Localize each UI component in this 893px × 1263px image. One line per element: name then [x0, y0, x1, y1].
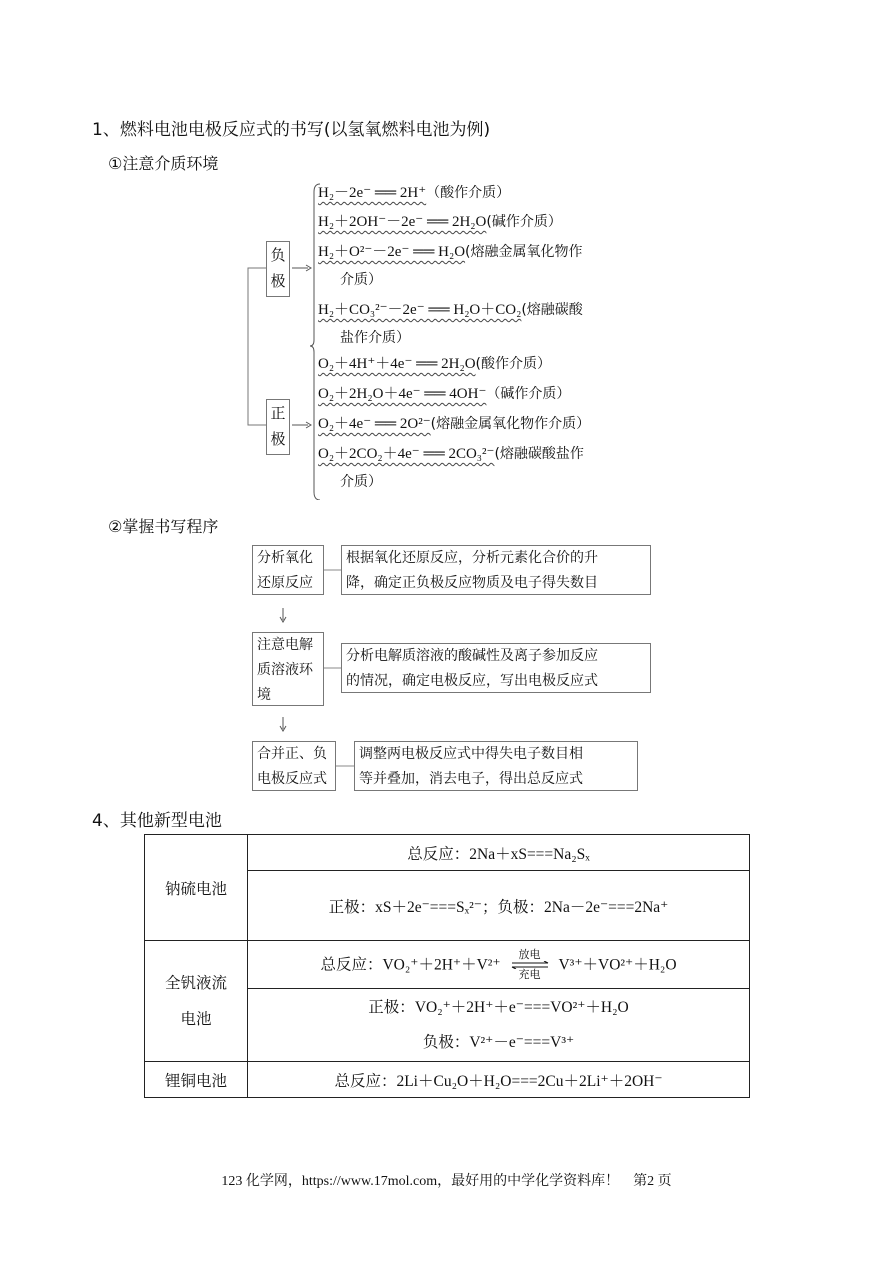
- neg-row: [318, 181, 583, 210]
- neg-eq-acid: H₂－2e⁻ ══ 2H⁺: [318, 185, 427, 201]
- flow-1-left-line-1: 分析氧化: [257, 550, 313, 566]
- flow-3-left-line-2: 电极反应式: [257, 771, 327, 787]
- positive-electrode-label: [266, 399, 290, 455]
- sodium-pos-eq: xS＋2e⁻===Sₓ²⁻；: [375, 898, 498, 916]
- vanadium-total-left: VO₂⁺＋2H⁺＋V²⁺: [382, 956, 501, 973]
- neg-note-acid: （酸作介质）: [426, 185, 511, 201]
- lithium-total-cell: [248, 1062, 750, 1098]
- neg-row: [318, 269, 583, 298]
- flow-step-3-detail: [354, 741, 638, 791]
- reversible-arrow: [510, 949, 550, 981]
- positive-label-char-2: 极: [270, 430, 286, 448]
- sodium-neg-eq: 2Na－2e⁻===2Na⁺: [544, 898, 669, 916]
- positive-reactions: [318, 352, 590, 500]
- vanadium-pos-eq: VO₂⁺＋2H⁺＋e⁻===VO²⁺＋H₂O: [414, 999, 629, 1016]
- negative-label-char-2: 极: [270, 272, 286, 290]
- flow-3-left-line-1: 合并正、负: [257, 746, 327, 762]
- flow-step-2-detail: [341, 643, 651, 693]
- charge-label: 充电: [518, 967, 541, 981]
- battery-name-vanadium: [145, 941, 248, 1062]
- neg-note-carbonate-cont: 盐作介质）: [340, 330, 410, 346]
- flow-2-left-line-1: 注意电解: [257, 637, 313, 653]
- pos-note-base: （碱作介质）: [486, 386, 571, 402]
- neg-eq-carbonate: H₂＋CO₃²⁻－2e⁻ ══ H₂O＋CO₂: [318, 302, 522, 318]
- section-heading-4: 4、其他新型电池: [92, 811, 222, 831]
- pos-eq-carbonate: O₂＋2CO₂＋4e⁻ ══ 2CO₃²⁻: [318, 446, 495, 462]
- vanadium-electrode-cell: [248, 989, 750, 1062]
- flow-2-left-line-2: 质溶液环: [257, 662, 313, 678]
- pos-note-oxide: (熔融金属氧化物作介质）: [430, 416, 591, 432]
- page-footer: 123 化学网，https://www.17mol.com，最好用的中学化学资料库！ 第2 页: [221, 1174, 672, 1189]
- neg-note-oxide-cont: 介质）: [340, 272, 382, 288]
- pos-eq-acid: O₂＋4H⁺＋4e⁻ ══ 2H₂O: [318, 356, 476, 372]
- flow-1-right-line-2: 降，确定正负极反应物质及电子得失数目: [346, 575, 598, 591]
- total-label: 总反应：: [320, 955, 383, 973]
- neg-note-base: (碱作介质）: [486, 214, 562, 230]
- vanadium-name-line-2: 电池: [180, 1010, 212, 1028]
- flow-2-left-line-3: 境: [257, 687, 271, 703]
- pos-label: 正极：: [328, 897, 376, 916]
- sodium-total-eq: 2Na＋xS===Na₂Sₓ: [469, 845, 590, 863]
- neg-label: 负极：: [422, 1033, 470, 1051]
- table-row: [145, 1062, 750, 1098]
- vanadium-pos-line: [249, 990, 748, 1025]
- neg-eq-base: H₂＋2OH⁻－2e⁻ ══ 2H₂O: [318, 214, 487, 230]
- step-1-title: ①注意介质环境: [108, 154, 219, 173]
- flow-1-left-line-2: 还原反应: [257, 575, 313, 591]
- neg-eq-oxide: H₂＋O²⁻－2e⁻ ══ H₂O: [318, 244, 466, 260]
- pos-eq-base: O₂＋2H₂O＋4e⁻ ══ 4OH⁻: [318, 386, 487, 402]
- vanadium-neg-eq: V²⁺－e⁻===V³⁺: [469, 1034, 575, 1051]
- neg-row: [318, 210, 583, 240]
- flow-3-right-line-1: 调整两电极反应式中得失电子数目相: [359, 746, 583, 762]
- neg-row: [318, 240, 583, 269]
- battery-table: [144, 834, 750, 1098]
- neg-note-carbonate: (熔融碳酸: [521, 302, 583, 318]
- pos-row: [318, 442, 590, 471]
- flow-step-1-detail: [341, 545, 651, 595]
- pos-note-carbonate: (熔融碳酸盐作: [494, 446, 584, 462]
- battery-name-lithium-copper: 锂铜电池: [145, 1062, 248, 1098]
- vanadium-name-line-1: 全钒液流: [164, 974, 227, 992]
- flow-2-right-line-1: 分析电解质溶液的酸碱性及离子参加反应: [346, 648, 598, 664]
- neg-row: [318, 298, 583, 327]
- lithium-total-eq: 2Li＋Cu₂O＋H₂O===2Cu＋2Li⁺＋2OH⁻: [396, 1072, 663, 1090]
- discharge-label: 放电: [518, 947, 541, 961]
- sodium-total-cell: [248, 835, 750, 871]
- section-heading-1: 1、燃料电池电极反应式的书写(以氢氧燃料电池为例): [92, 120, 491, 140]
- pos-row: [318, 352, 590, 382]
- table-row: [145, 835, 750, 871]
- pos-row: [318, 412, 590, 442]
- flow-2-right-line-2: 的情况，确定电极反应，写出电极反应式: [346, 673, 598, 689]
- table-row: [145, 941, 750, 989]
- positive-label-char-1: 正: [270, 404, 286, 422]
- flow-1-right-line-1: 根据氧化还原反应，分析元素化合价的升: [346, 550, 598, 566]
- negative-label-char-1: 负: [270, 246, 286, 264]
- pos-note-carbonate-cont: 介质）: [340, 474, 382, 490]
- pos-label: 正极：: [368, 998, 415, 1016]
- total-label: 总反应：: [334, 1071, 397, 1090]
- neg-note-oxide: (熔融金属氧化物作: [465, 244, 583, 260]
- flow-connectors: [240, 540, 370, 800]
- pos-row: [318, 382, 590, 412]
- vanadium-total-cell: [248, 941, 750, 989]
- step-2-title: ②掌握书写程序: [108, 517, 219, 536]
- neg-label: 负极：: [497, 897, 544, 916]
- total-label: 总反应：: [407, 844, 470, 863]
- battery-name-sodium-sulfur: 钠硫电池: [145, 835, 248, 941]
- pos-eq-oxide: O₂＋4e⁻ ══ 2O²⁻: [318, 416, 431, 432]
- vanadium-total-right: V³⁺＋VO²⁺＋H₂O: [558, 956, 677, 973]
- sodium-electrode-cell: [248, 871, 750, 941]
- vanadium-neg-line: [249, 1025, 748, 1060]
- flow-3-right-line-2: 等并叠加，消去电子，得出总反应式: [359, 771, 583, 787]
- pos-note-acid: (酸作介质）: [475, 356, 552, 372]
- pos-row: [318, 471, 590, 500]
- negative-reactions: [318, 181, 583, 356]
- negative-electrode-label: [266, 241, 290, 297]
